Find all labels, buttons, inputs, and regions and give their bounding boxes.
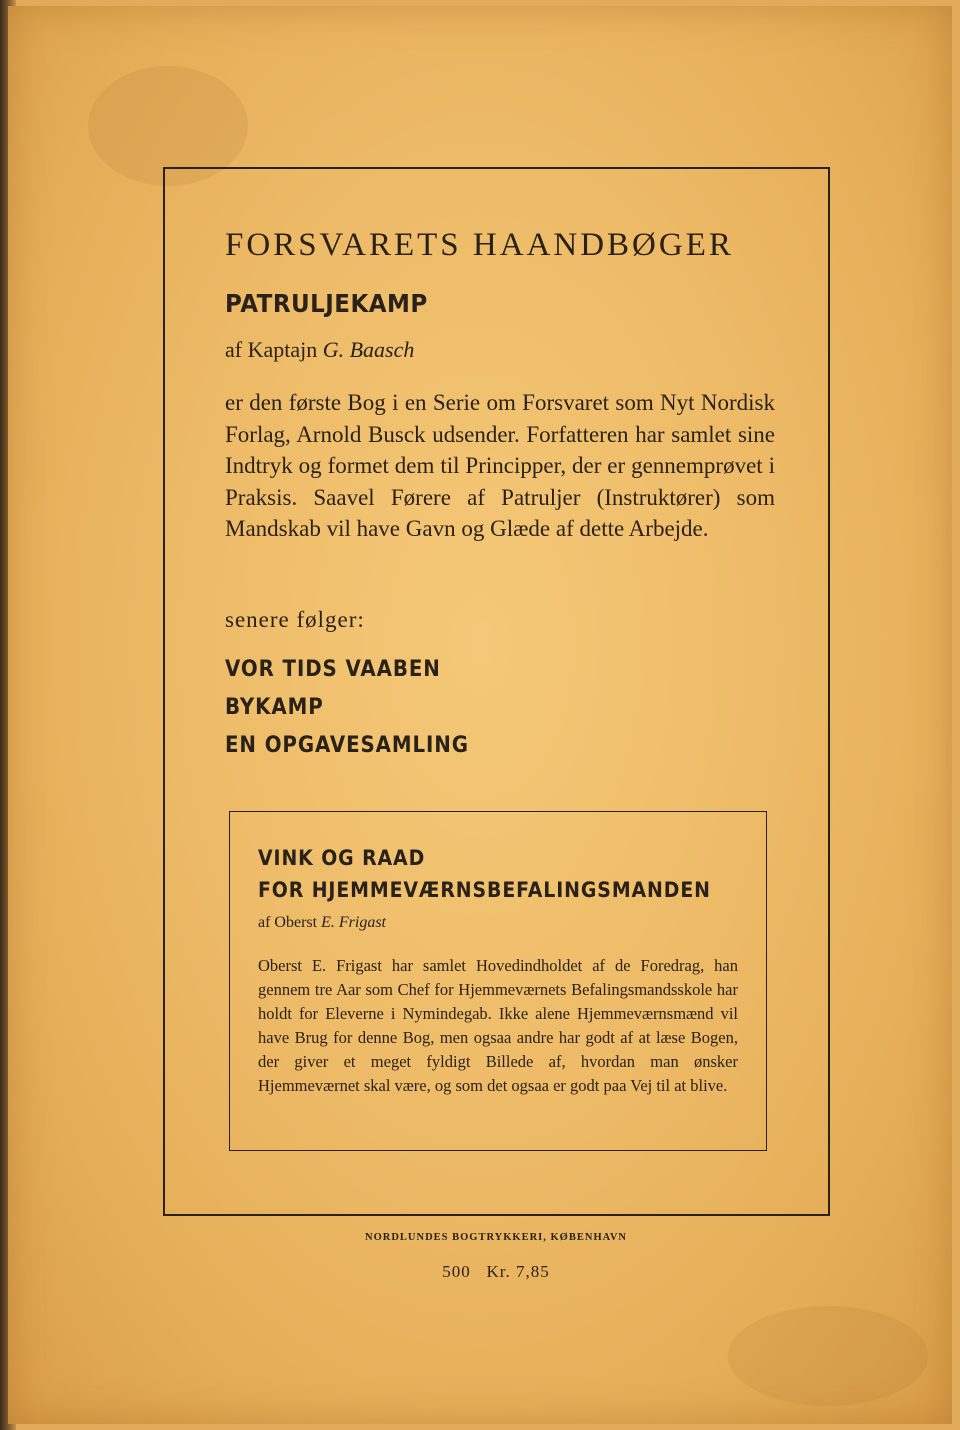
upcoming-title: EN OPGAVESAMLING — [225, 733, 469, 758]
upcoming-label: senere følger: — [225, 607, 365, 632]
book-author: G. Baasch — [322, 337, 415, 362]
feature-byline — [258, 914, 386, 932]
feature-title-line: FOR HJEMMEVÆRNSBEFALINGSMANDEN — [258, 878, 711, 902]
book-title: PATRULJEKAMP — [225, 289, 428, 318]
book-byline — [225, 337, 414, 363]
byline-prefix: af Kaptajn — [225, 337, 318, 362]
advertisement-frame — [163, 167, 830, 1216]
paper-stain — [728, 1306, 928, 1406]
series-title: FORSVARETS HAANDBØGER — [225, 227, 734, 263]
byline-prefix: af Oberst — [258, 914, 318, 931]
feature-title — [258, 842, 711, 906]
printer-imprint: NORDLUNDES BOGTRYKKERI, KØBENHAVN — [364, 1232, 628, 1243]
upcoming-title: BYKAMP — [225, 695, 324, 720]
feature-description: Oberst E. Frigast har samlet Hovedindholdet af de Foredrag, han gennem tre Aar som Chef for Hjemmeværnets Befalingsmandsskole har holdt for Eleverne i Nymindegab. Ikke alene Hjemmeværnsmænd vil have Brug for denne Bog, men ogsaa andre har godt af at læse Bogen, der giver et meget fyldigt Billede af, hvordan man ønsker Hjemmeværnet skal være, og som det ogsaa er godt paa Vej til at blive. — [258, 956, 738, 1095]
feature-title-line: VINK OG RAAD — [258, 846, 426, 870]
feature-author: E. Frigast — [321, 914, 386, 931]
feature-box — [229, 811, 767, 1151]
upcoming-title: VOR TIDS VAABEN — [225, 657, 441, 682]
book-description: er den første Bog i en Serie om Forsvaret som Nyt Nordisk Forlag, Arnold Busck udsender. Forfatteren har samlet sine Indtryk og formet dem til Principper, der er gennemprøvet i Praksis. Saavel Førere af Patruljer (Instruktører) som Mandskab vil have Gavn og Glæde af dette Arbejde. — [225, 390, 775, 541]
price-line: 500 Kr. 7,85 — [442, 1262, 550, 1281]
upcoming-list — [225, 651, 469, 765]
